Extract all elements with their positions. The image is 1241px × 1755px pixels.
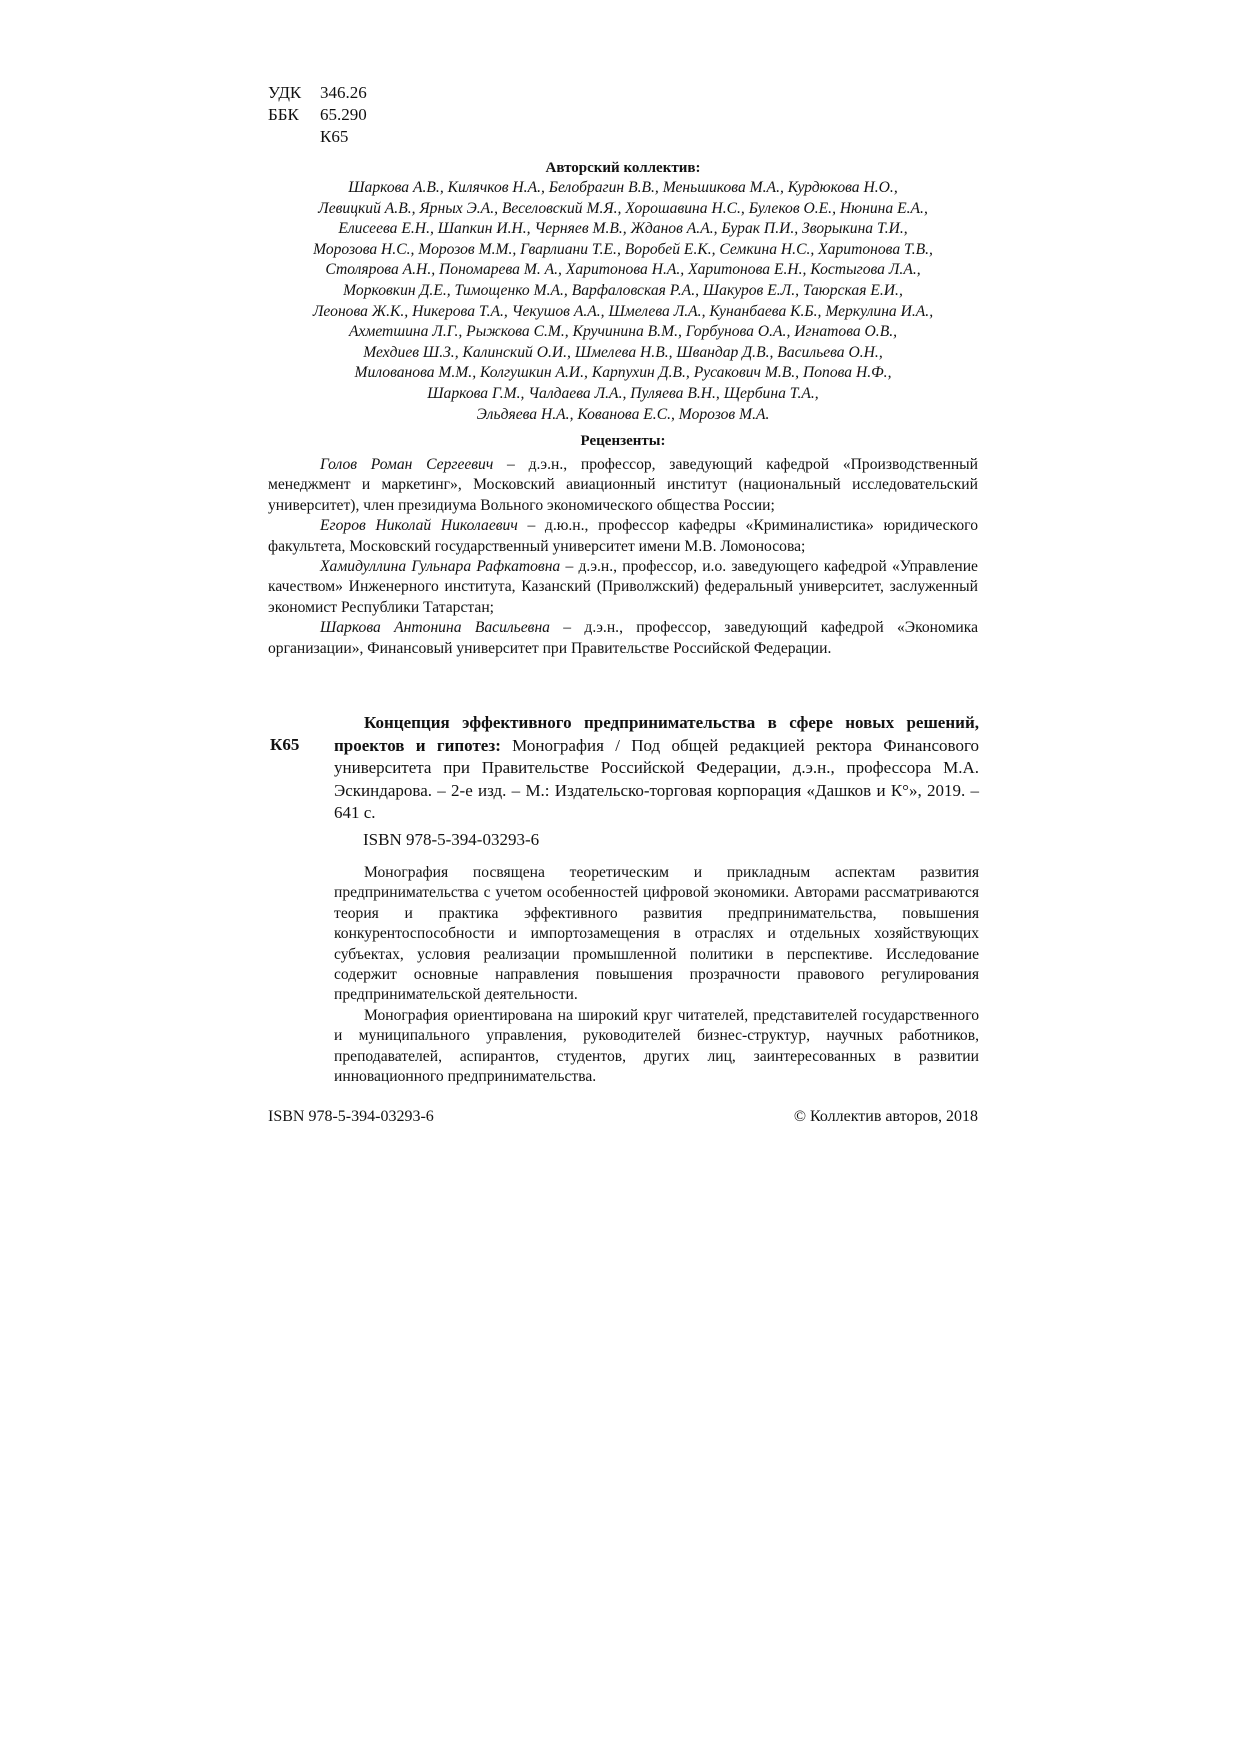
- udk-row: [268, 82, 367, 104]
- author-line: Столярова А.Н., Пономарева М. А., Харитонова Н.А., Харитонова Е.Н., Костыгова Л.А.,: [325, 261, 921, 279]
- reviewer-name: Шаркова Антонина Васильевна: [320, 619, 550, 637]
- reviewer-details: – д.э.н., профессор, и.о. заведующего кафедрой «Управление качеством» Инженерного института, Казанский (Приволжский) федеральный университет, заслуженный экономист Республики Татарстан;: [268, 558, 978, 616]
- code-key: [268, 126, 320, 148]
- book-details: Монография / Под общей редакцией ректора Финансового университета при Правительстве Российской Федерации, д.э.н., профессора М.А. Эскиндарова. – 2-е изд. – М.: Издательско-торговая корпорация «Дашков и К°», 2019. – 641 с.: [334, 735, 979, 823]
- author-line: Шаркова А.В., Килячков Н.А., Белобрагин В.В., Меньшикова М.А., Курдюкова Н.О.,: [348, 179, 898, 196]
- author-line: Ахметшина Л.Г., Рыжкова С.М., Кручинина В.М., Горбунова О.А., Игнатова О.В.,: [348, 323, 898, 341]
- catalog-isbn: ISBN 978-5-394-03293-6: [363, 830, 540, 849]
- author-line: Шаркова Г.М., Чалдаева Л.А., Пуляева В.Н., Щербина Т.А.,: [427, 384, 819, 402]
- author-line: Эльдяева Н.А., Кованова Е.С., Морозов М.А.: [476, 405, 770, 423]
- footer-isbn: ISBN 978-5-394-03293-6: [268, 1108, 434, 1125]
- code-value: 65.290: [320, 105, 367, 124]
- author-line: Морозова Н.С., Морозов М.М., Гварлиани Т.Е., Воробей Е.К., Семкина Н.С., Харитонова Т.В.,: [313, 240, 933, 258]
- footer-copyright: © Коллектив авторов, 2018: [793, 1108, 978, 1125]
- catalog-author-mark: К65: [270, 735, 300, 754]
- authors-section: [268, 158, 978, 425]
- abstract-paragraph: Монография посвящена теоретическим и прикладным аспектам развития предпринимательства с учетом особенностей цифровой экономики. Авторами рассматриваются теория и практика эффективного развития предпринимательства, повышения конкурентоспособности и импортозамещения в отраслях и отдельных хозяйствующих субъектах, условия реализации промышленной политики в перспективе. Исследование содержит основные направления повышения прозрачности правового регулирования предпринимательской деятельности.: [334, 864, 979, 1004]
- reviewer-details: – д.э.н., профессор, заведующий кафедрой «Экономика организации», Финансовый университет при Правительстве Российской Федерации.: [268, 619, 978, 657]
- authors-list: [268, 178, 978, 425]
- reviewer-details: – д.ю.н., профессор кафедры «Криминалистика» юридического факультета, Московский государственный университет имени М.В. Ломоносова;: [268, 517, 978, 555]
- author-line: Елисеева Е.Н., Шапкин И.Н., Черняев М.В., Жданов А.А., Бурак П.И., Зворыкина Т.И.,: [338, 220, 908, 238]
- reviewer-details: – д.э.н., профессор, заведующий кафедрой «Производственный менеджмент и маркетинг», Московский авиационный институт (национальный исследовательский университет), член президиума Вольного экономического общества России;: [268, 456, 978, 514]
- code-key: ББК: [268, 105, 299, 124]
- author-line: Левицкий А.В., Ярных Э.А., Веселовский М.Я., Хорошавина Н.С., Булеков О.Е., Нюнина Е.А.,: [318, 199, 928, 217]
- page-footer: [268, 1108, 978, 1126]
- author-line: Морковкин Д.Е., Тимощенко М.А., Варфаловская Р.А., Шакуров Е.Л., Таюрская Е.И.,: [343, 281, 903, 299]
- bibliographic-description: [334, 712, 979, 825]
- book-title: Концепция эффективного предпринимательства в сфере новых решений, проектов и гипотез:: [334, 713, 979, 755]
- code-key: УДК: [268, 83, 302, 102]
- reviewers-section: [268, 431, 978, 659]
- reviewer-name: Хамидуллина Гульнара Рафкатовна: [320, 558, 561, 576]
- abstract-paragraph: Монография ориентирована на широкий круг читателей, представителей государственного и муниципального управления, руководителей бизнес-структур, научных работников, преподавателей, аспирантов, студентов, других лиц, заинтересованных в развитии инновационного предпринимательства.: [334, 1006, 979, 1086]
- author-line: Леонова Ж.К., Никерова Т.А., Чекушов А.А., Шмелева Л.А., Кунанбаева К.Б., Меркулина И.А.,: [312, 302, 934, 320]
- code-value: К65: [320, 127, 349, 146]
- reviewer-entry: [268, 557, 978, 618]
- authors-heading: Авторский коллектив:: [545, 160, 701, 176]
- author-line: Милованова М.М., Колгушкин А.И., Карпухин Д.В., Русакович М.В., Попова Н.Ф.,: [354, 364, 892, 382]
- author-line: Мехдиев Ш.З., Калинский О.И., Шмелева Н.В., Швандар Д.В., Васильева О.Н.,: [363, 343, 883, 361]
- classification-codes: [268, 82, 367, 148]
- author-mark-row: [268, 126, 367, 148]
- reviewer-entry: [268, 516, 978, 557]
- code-value: 346.26: [320, 83, 367, 102]
- bbk-row: [268, 104, 367, 126]
- reviewer-entry: [268, 455, 978, 516]
- reviewer-name: Голов Роман Сергеевич: [320, 456, 494, 473]
- reviewer-entry: [268, 618, 978, 659]
- catalog-record: [334, 712, 979, 825]
- abstract-section: [334, 863, 979, 1087]
- reviewers-heading: Рецензенты:: [580, 433, 666, 449]
- reviewer-name: Егоров Николай Николаевич: [320, 517, 518, 535]
